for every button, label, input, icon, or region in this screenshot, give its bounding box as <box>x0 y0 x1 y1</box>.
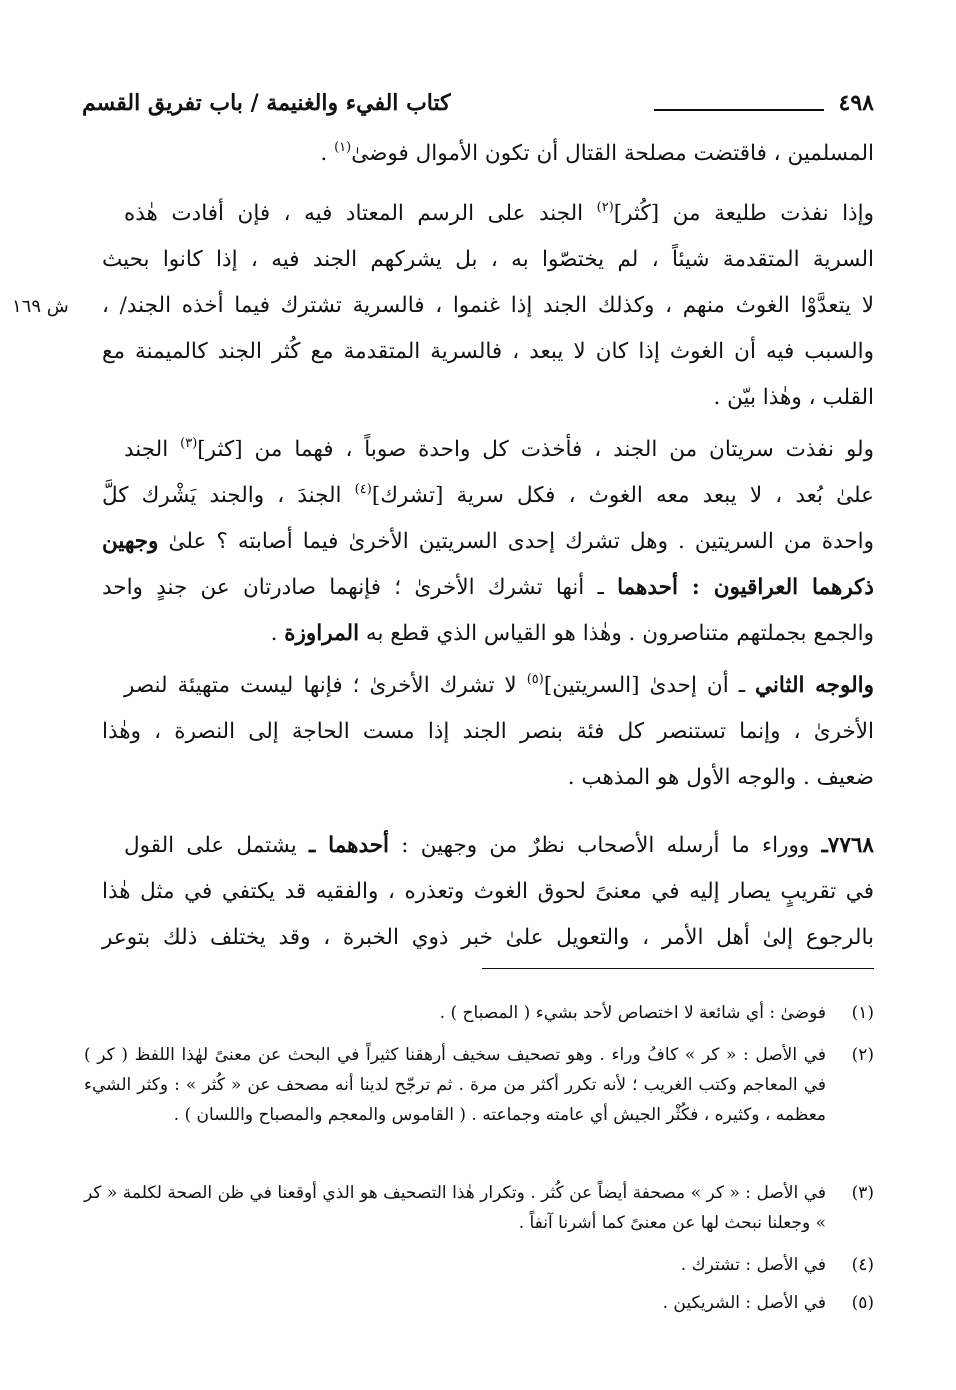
footnote-number: (٢) <box>851 1045 874 1065</box>
text-line: واحدة من السريتين . وهل تشرك إحدى السريتين الأخرىٰ فيما أصابته ؟ علىٰ وجهين <box>102 529 874 554</box>
header-rule <box>654 109 824 111</box>
header-title: كتاب الفيء والغنيمة / باب تفريق القسم <box>82 90 451 116</box>
page-number: ٤٩٨ <box>838 90 874 116</box>
text-line: المسلمين ، فاقتضت مصلحة القتال أن تكون الأموال فوضىٰ$^{(١)}$ . <box>320 140 874 166</box>
text-line: ولو نفذت سريتان من الجند ، فأخذت كل واحدة صوباً ، فهما من [كثر]$^{(٣)}$ الجند <box>124 436 874 462</box>
text-line: الأخرىٰ ، وإنما تستنصر كل فئة بنصر الجند إذا مست الحاجة إلى النصرة ، وهٰذا <box>102 719 874 744</box>
text-line: والجمع بجملتهم متناصرون . وهٰذا هو القياس الذي قطع به المراوزة . <box>270 621 874 646</box>
footnote <box>84 1178 874 1238</box>
footnote-ref: (٥) <box>526 672 544 687</box>
footnote-number: (٤) <box>851 1255 874 1275</box>
footnote-ref: (٤) <box>354 482 372 497</box>
footnote-separator <box>482 968 874 969</box>
text-line: ذكرهما العراقيون : أحدهما ـ أنها تشرك الأخرىٰ ؛ فإنهما صادرتان عن جندٍ واحد <box>102 575 874 600</box>
text-line: بالرجوع إلىٰ أهل الأمر ، والتعويل علىٰ خبر ذوي الخبرة ، وقد يختلف ذلك بتوعر <box>102 925 874 950</box>
text-line: لا يتعدَّوْا الغوث منهم ، وكذلك الجند إذا غنموا ، فالسرية تشترك فيما أخذه الجند/ ، <box>102 293 875 318</box>
margin-folio-note: ش ١٦٩ <box>12 296 69 317</box>
text-line: في تقريبٍ يصار إليه في معنىً لحوق الغوث وتعذره ، والفقيه قد يكتفي في مثل هٰذا <box>102 879 874 904</box>
text-line: وإذا نفذت طليعة من [كُثر]$^{(٢)}$ الجند على الرسم المعتاد فيه ، فإن أفادت هٰذه <box>124 200 874 226</box>
footnote-ref: (١) <box>334 140 352 155</box>
footnote-text: في الأصل : الشريكين . <box>662 1293 826 1313</box>
footnote-number: (١) <box>851 1003 874 1023</box>
text-line: ضعيف . والوجه الأول هو المذهب . <box>567 765 874 790</box>
running-header <box>82 84 874 124</box>
text-line: علىٰ بُعد ، لا يبعد معه الغوث ، فكل سرية [تشرك]$^{(٤)}$ الجندَ ، والجند يَشْرك كلَّ <box>102 482 875 508</box>
footnote <box>84 998 874 1028</box>
footnote-text: في الأصل : « كر » كافُ وراء . وهو تصحيف سخيف أرهقنا كثيراً في البحث عن معنىً لهٰذا اللفظ ( كر ) في المعاجم وكتب الغريب ؛ لأنه تكرر أكثر من مرة . ثم ترجّح لدينا أنه مصحف عن « كُثر » : وكثر الشيء معظمه ، وكثيره ، فكُثْر الجيش أي عامته وجماعته . ( القاموس والمعجم والمصباح واللسان ) . <box>84 1045 826 1125</box>
footnote <box>84 1040 874 1130</box>
text-line: والسبب فيه أن الغوث إذا كان لا يبعد ، فالسرية المتقدمة مع كُثر الجند كالميمنة مع <box>102 339 874 364</box>
footnote <box>84 1288 874 1318</box>
footnote-ref: (٣) <box>180 436 198 451</box>
footnote-text: فوضىٰ : أي شائعة لا اختصاص لأحد بشيء ( المصباح ) . <box>439 1003 826 1023</box>
text-line: القلب ، وهٰذا بيّن . <box>713 385 874 410</box>
footnote <box>84 1250 874 1280</box>
text-line: والوجه الثاني ـ أن إحدىٰ [السريتين]$^{(٥)}$ لا تشرك الأخرىٰ ؛ فإنها ليست متهيئة لنصر <box>124 672 874 698</box>
footnote-number: (٥) <box>851 1293 874 1313</box>
footnote-ref: (٢) <box>596 200 614 215</box>
text-line: السرية المتقدمة شيئاً ، لم يختصّوا به ، بل يشركهم الجند فيه ، إذا كانوا بحيث <box>102 247 874 272</box>
text-line: ٧٧٦٨ـ ووراء ما أرسله الأصحاب نظرٌ من وجهين : أحدهما ـ يشتمل على القول <box>124 833 874 858</box>
footnote-number: (٣) <box>851 1183 874 1203</box>
footnote-text: في الأصل : تشترك . <box>680 1255 826 1275</box>
footnote-text: في الأصل : « كر » مصحفة أيضاً عن كُثر . وتكرار هٰذا التصحيف هو الذي أوقعنا في ظن الصحة لكلمة « كر » وجعلنا نبحث لها عن معنىً كما أشرنا آنفاً . <box>84 1183 826 1233</box>
